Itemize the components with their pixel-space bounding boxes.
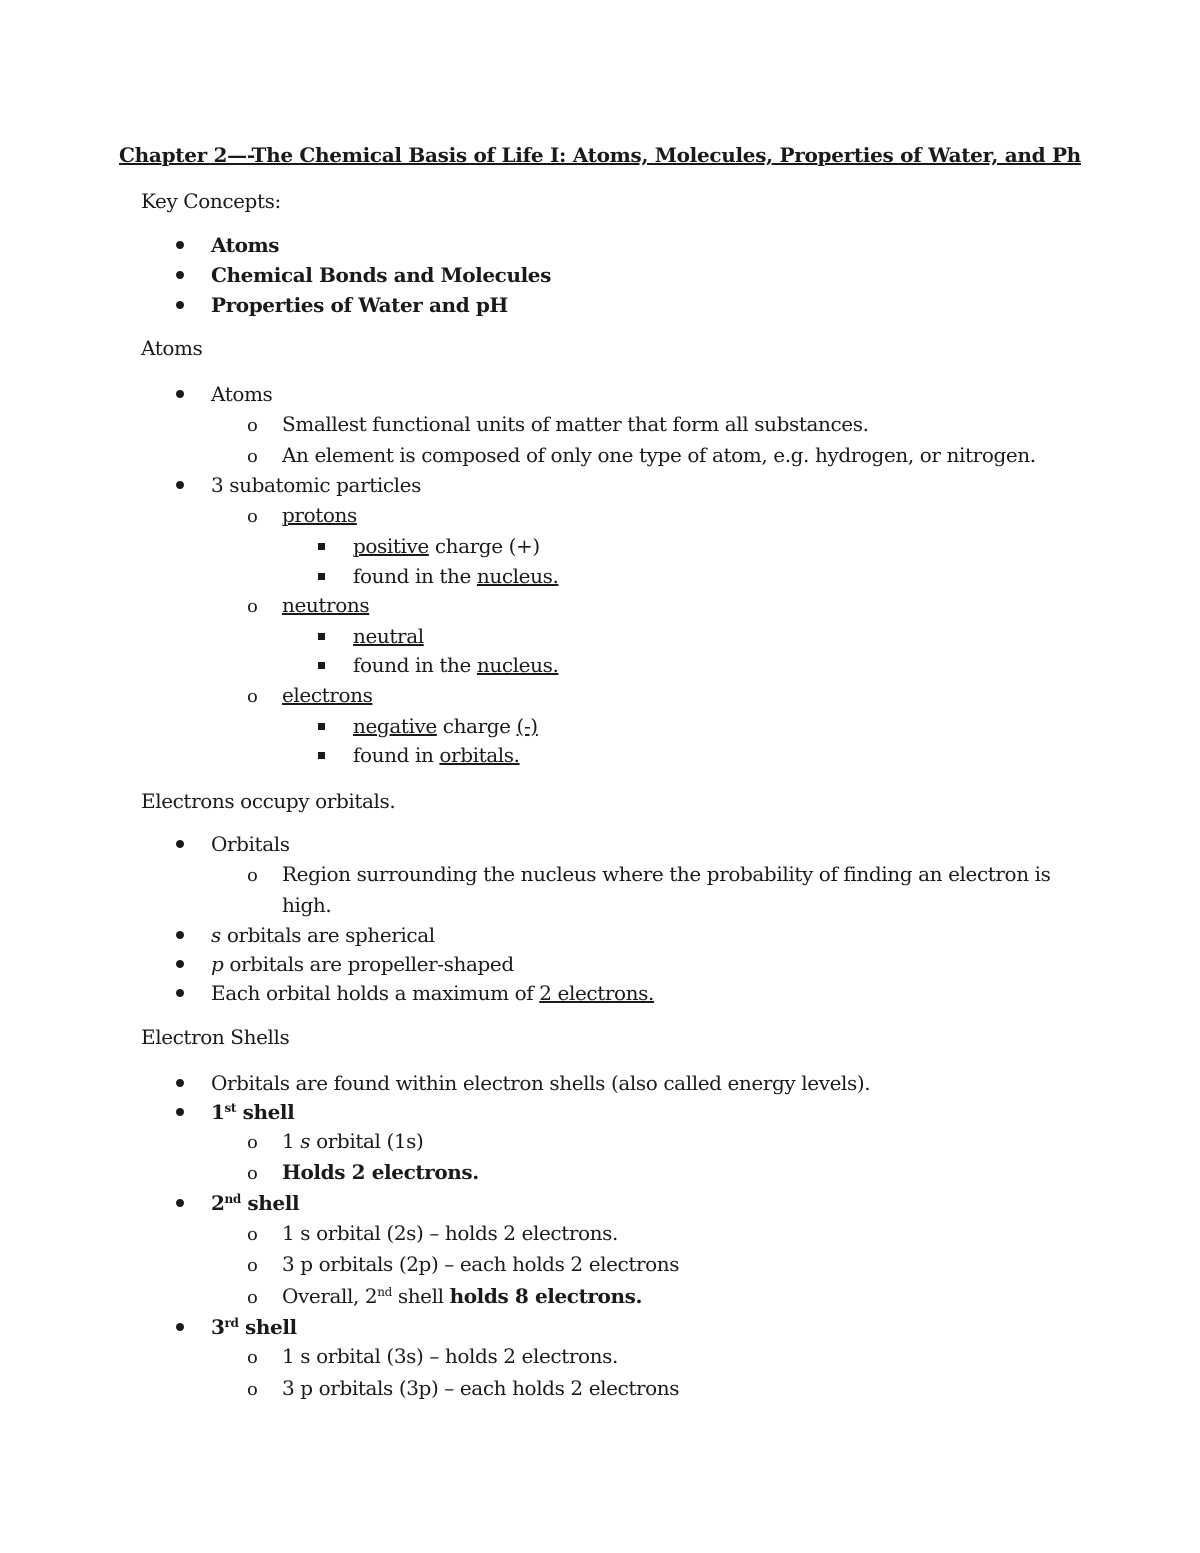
list-item: neutral: [353, 624, 424, 648]
circle-bullet-icon: o: [247, 446, 258, 467]
circle-bullet-icon: o: [247, 596, 258, 617]
list-item: Each orbital holds a maximum of 2 electrons.: [211, 981, 654, 1005]
list-item: Overall, 2nd shell holds 8 electrons.: [282, 1284, 643, 1308]
circle-bullet-icon: o: [247, 1132, 258, 1153]
bullet-icon: [176, 260, 184, 290]
key-concept-item: Chemical Bonds and Molecules: [211, 263, 551, 287]
bullet-icon: [176, 1097, 184, 1127]
key-concepts-label: Key Concepts:: [141, 189, 281, 213]
chapter-title: Chapter 2—-The Chemical Basis of Life I: Atoms, Molecules, Properties of Water, and Ph: [119, 143, 1081, 167]
list-item: found in the nucleus.: [353, 564, 559, 588]
square-bullet-icon: [318, 531, 325, 561]
bullet-icon: [176, 290, 184, 320]
bullet-icon: [176, 379, 184, 409]
list-item: found in orbitals.: [353, 743, 520, 767]
circle-bullet-icon: o: [247, 506, 258, 527]
square-bullet-icon: [318, 650, 325, 680]
list-item: protons: [282, 503, 357, 527]
atoms-heading: Atoms: [141, 336, 203, 360]
bullet-icon: [176, 1068, 184, 1098]
list-item: Smallest functional units of matter that form all substances.: [282, 412, 869, 436]
bullet-icon: [176, 1188, 184, 1218]
circle-bullet-icon: o: [247, 415, 258, 436]
circle-bullet-icon: o: [247, 1287, 258, 1308]
circle-bullet-icon: o: [247, 1347, 258, 1368]
list-item: neutrons: [282, 593, 370, 617]
list-item: 1st shell: [211, 1100, 295, 1124]
list-item: 3rd shell: [211, 1315, 297, 1339]
list-item: p orbitals are propeller-shaped: [211, 952, 514, 976]
bullet-icon: [176, 1312, 184, 1342]
shells-heading: Electron Shells: [141, 1025, 290, 1049]
key-concept-item: Atoms: [211, 233, 280, 257]
list-item: s orbitals are spherical: [211, 923, 435, 947]
list-item: negative charge (-): [353, 714, 538, 738]
list-item: found in the nucleus.: [353, 653, 559, 677]
list-item: Holds 2 electrons.: [282, 1160, 479, 1184]
list-item: 2nd shell: [211, 1191, 300, 1215]
list-item: positive charge (+): [353, 534, 540, 558]
bullet-icon: [176, 230, 184, 260]
bullet-icon: [176, 920, 184, 950]
circle-bullet-icon: o: [247, 1255, 258, 1276]
list-item: 3 p orbitals (2p) – each holds 2 electrons: [282, 1252, 680, 1276]
circle-bullet-icon: o: [247, 1163, 258, 1184]
list-item: Region surrounding the nucleus where the probability of finding an electron is: [282, 862, 1051, 886]
circle-bullet-icon: o: [247, 1224, 258, 1245]
list-item: An element is composed of only one type of atom, e.g. hydrogen, or nitrogen.: [282, 443, 1036, 467]
list-item: 1 s orbital (3s) – holds 2 electrons.: [282, 1344, 618, 1368]
circle-bullet-icon: o: [247, 865, 258, 886]
square-bullet-icon: [318, 711, 325, 741]
square-bullet-icon: [318, 740, 325, 770]
list-item-continuation: high.: [282, 893, 332, 917]
list-item: electrons: [282, 683, 373, 707]
list-item: Orbitals are found within electron shells (also called energy levels).: [211, 1071, 871, 1095]
list-item: 1 s orbital (1s): [282, 1129, 424, 1153]
list-item: Orbitals: [211, 832, 290, 856]
circle-bullet-icon: o: [247, 1379, 258, 1400]
bullet-icon: [176, 978, 184, 1008]
bullet-icon: [176, 949, 184, 979]
square-bullet-icon: [318, 621, 325, 651]
bullet-icon: [176, 829, 184, 859]
circle-bullet-icon: o: [247, 686, 258, 707]
list-item: Atoms: [211, 382, 273, 406]
list-item: 3 p orbitals (3p) – each holds 2 electrons: [282, 1376, 680, 1400]
orbitals-heading: Electrons occupy orbitals.: [141, 789, 396, 813]
list-item: 3 subatomic particles: [211, 473, 421, 497]
key-concept-item: Properties of Water and pH: [211, 293, 508, 317]
bullet-icon: [176, 470, 184, 500]
square-bullet-icon: [318, 561, 325, 591]
list-item: 1 s orbital (2s) – holds 2 electrons.: [282, 1221, 618, 1245]
